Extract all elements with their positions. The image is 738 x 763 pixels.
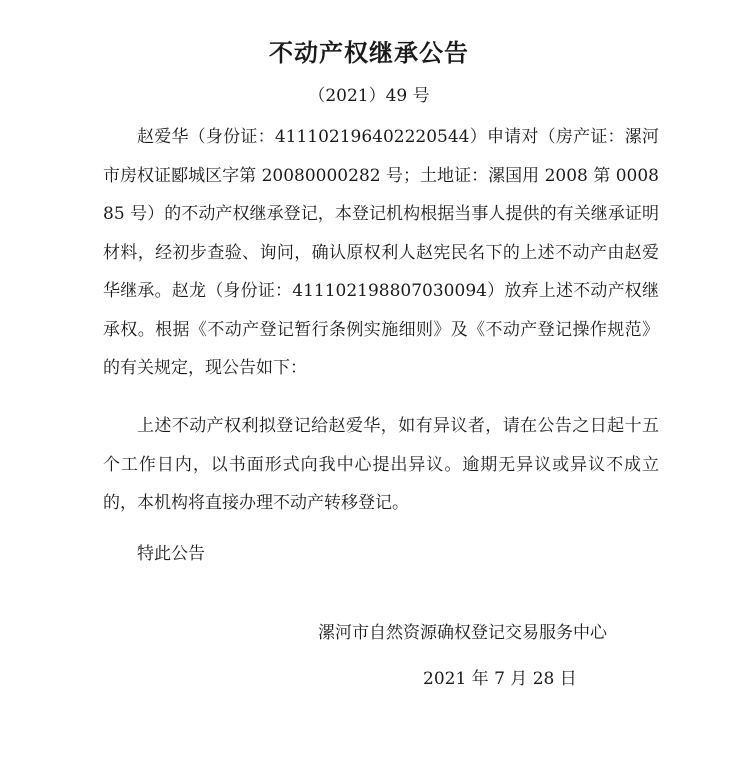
body-paragraph-main: 赵爱华（身份证：411102196402220544）申请对（房产证：漯河市房权证郾城区字第 20080000282 号；土地证：漯国用 2008 第 000885 号）的不动产权继承登记，本登记机构根据当事人提供的有关继承证明材料，经初步查验、询问，确认原权利人赵宪民名下的上述不动产由赵爱华继承。赵龙（身份证：411102198807030094）放弃上述不动产权继承权。根据《不动产登记暂行条例实施细则》及《不动产登记操作规范》的有关规定，现公告如下： [103, 127, 659, 378]
issuer-signature: 漯河市自然资源确权登记交易服务中心 [318, 623, 607, 643]
announcement-title: 不动产权继承公告 [269, 39, 469, 67]
issue-date: 2021 年 7 月 28 日 [423, 669, 577, 689]
body-paragraph-objection: 上述不动产权利拟登记给赵爱华，如有异议者，请在公告之日起十五个工作日内，以书面形式向我中心提出异议。逾期无异议或异议不成立的，本机构将直接办理不动产转移登记。 [103, 416, 659, 513]
document-number: （2021）49 号 [308, 86, 430, 106]
closing-line: 特此公告 [137, 544, 205, 564]
